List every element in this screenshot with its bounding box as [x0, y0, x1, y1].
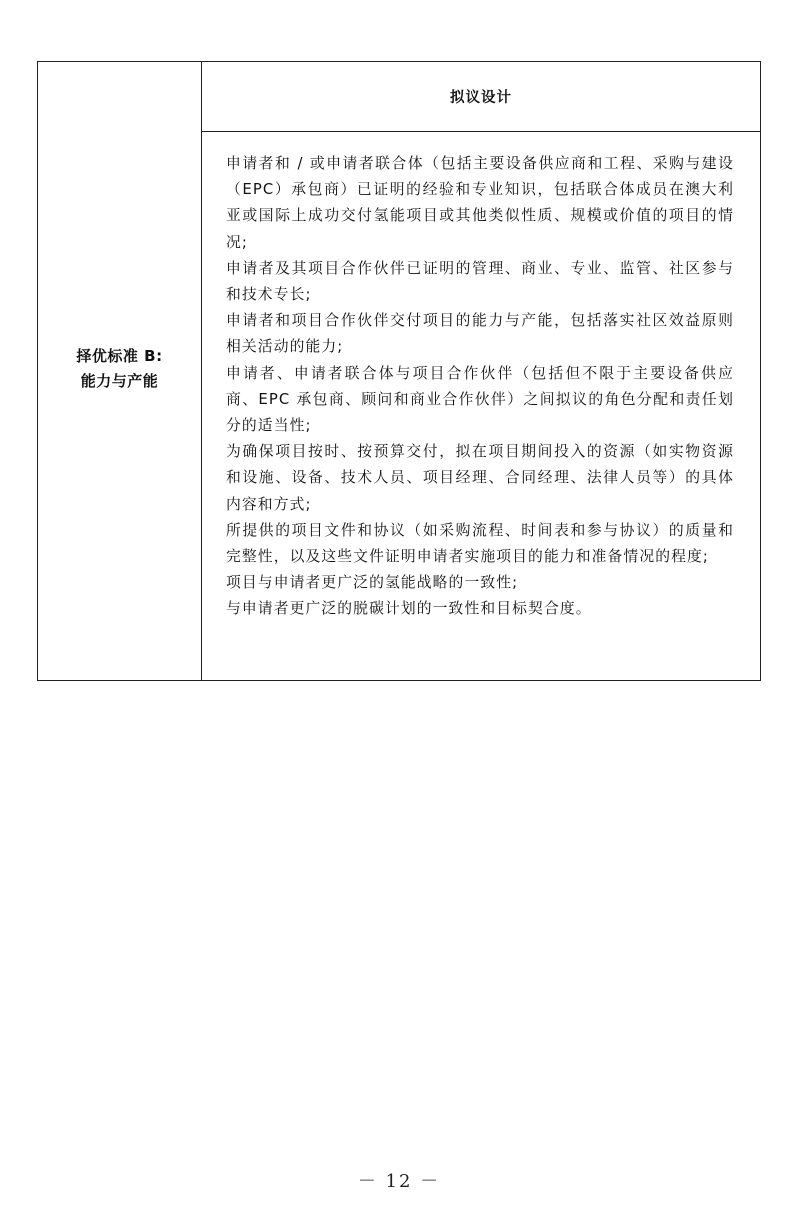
criteria-item-experience: 申请者和 / 或申请者联合体（包括主要设备供应商和工程、采购与建设（EPC）承包商）已证明的经验和专业知识，包括联合体成员在澳大利亚或国际上成功交付氢能项目或其他类似性质、规模或价值的项目的情况;: [226, 155, 734, 251]
criteria-label-line1: 择优标准 B:: [76, 347, 163, 365]
criteria-label-cell: [38, 62, 202, 680]
criteria-item-capacity: 申请者和项目合作伙伴交付项目的能力与产能，包括落实社区效益原则相关活动的能力;: [226, 312, 734, 356]
proposed-design-header: 拟议设计: [202, 62, 760, 132]
criteria-table: [37, 61, 761, 681]
criteria-items: [202, 132, 760, 680]
criteria-item-expertise: 申请者及其项目合作伙伴已证明的管理、商业、专业、监管、社区参与和技术专长;: [226, 259, 734, 304]
criteria-item-hydrogen-strategy: 项目与申请者更广泛的氢能战略的一致性;: [226, 574, 519, 592]
criteria-item-documents: 所提供的项目文件和协议（如采购流程、时间表和参与协议）的质量和完整性，以及这些文件证明申请者实施项目的能力和准备情况的程度;: [226, 521, 734, 566]
criteria-item-resources: 为确保项目按时、按预算交付，拟在项目期间投入的资源（如实物资源和设施、设备、技术人员、项目经理、合同经理、法律人员等）的具体内容和方式;: [226, 443, 734, 513]
page-number: － 12 －: [357, 1171, 441, 1192]
criteria-item-roles: 申请者、申请者联合体与项目合作伙伴（包括但不限于主要设备供应商、EPC 承包商、顾问和商业合作伙伴）之间拟议的角色分配和责任划分的适当性;: [226, 364, 734, 435]
criteria-item-decarbonisation: 与申请者更广泛的脱碳计划的一致性和目标契合度。: [226, 600, 592, 618]
criteria-label-line2: 能力与产能: [80, 372, 159, 390]
